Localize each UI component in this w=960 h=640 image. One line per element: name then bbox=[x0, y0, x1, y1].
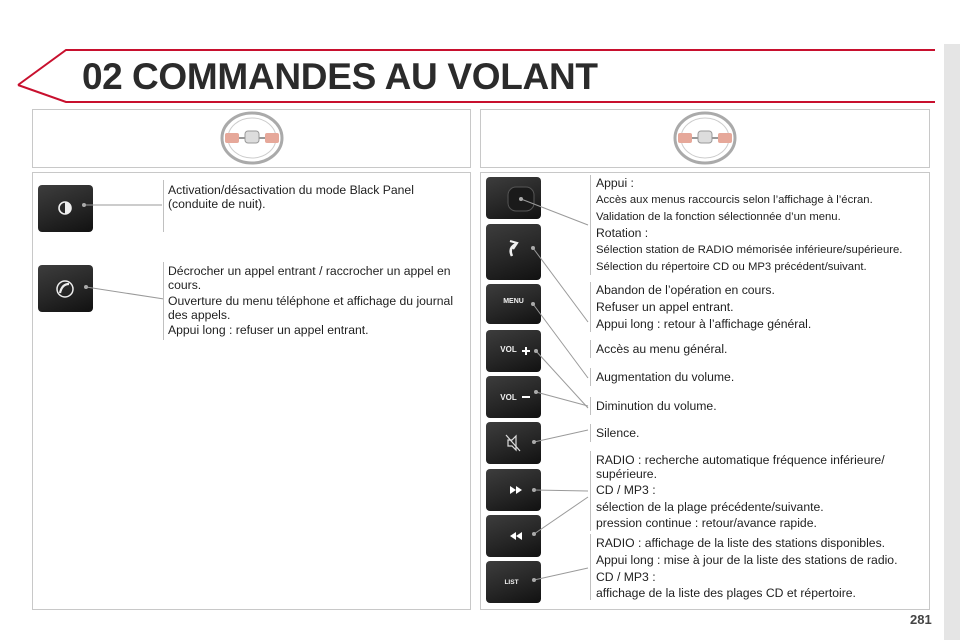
text-divider bbox=[590, 340, 591, 358]
back-desc-2: Refuser un appel entrant. bbox=[596, 300, 734, 314]
vol-minus-label: VOL bbox=[500, 393, 517, 402]
leader-line bbox=[82, 197, 182, 217]
back-desc-1: Abandon de l’opération en cours. bbox=[596, 283, 775, 297]
chapter-number: 02 bbox=[82, 56, 123, 97]
black-panel-description: Activation/désactivation du mode Black Panel (conduite de nuit). bbox=[168, 183, 414, 211]
knob-desc-4: Rotation : bbox=[596, 226, 649, 240]
back-desc-3: Appui long : retour à l’affichage général. bbox=[596, 317, 812, 331]
seek-desc-3: sélection de la plage précédente/suivante. bbox=[596, 500, 824, 514]
knob-desc-1: Appui : bbox=[596, 176, 634, 190]
page-number: 281 bbox=[910, 612, 932, 627]
menu-desc: Accès au menu général. bbox=[596, 342, 728, 356]
knob-desc-6: Sélection du répertoire CD ou MP3 précédent/suivant. bbox=[596, 261, 867, 273]
seek-desc-4: pression continue : retour/avance rapide. bbox=[596, 516, 817, 530]
seek-desc-2: CD / MP3 : bbox=[596, 483, 656, 497]
list-desc-1: RADIO : affichage de la liste des stations disponibles. bbox=[596, 536, 886, 550]
left-content-panel bbox=[32, 172, 471, 610]
seek-desc-1: RADIO : recherche automatique fréquence inférieure/ supérieure. bbox=[596, 453, 885, 481]
steering-wheel-icon bbox=[670, 111, 740, 165]
text-divider bbox=[163, 262, 164, 340]
page-title: COMMANDES AU VOLANT bbox=[132, 56, 598, 97]
vol-up-desc: Augmentation du volume. bbox=[596, 370, 735, 384]
vol-plus-label: VOL bbox=[500, 345, 517, 354]
right-wheel-panel bbox=[480, 109, 930, 168]
text-divider bbox=[590, 451, 591, 531]
list-desc-3: CD / MP3 : bbox=[596, 570, 656, 584]
text-divider bbox=[590, 424, 591, 442]
list-desc-2: Appui long : mise à jour de la liste des stations de radio. bbox=[596, 553, 898, 567]
leader-lines bbox=[476, 170, 596, 610]
text-divider bbox=[590, 368, 591, 386]
list-label: LIST bbox=[504, 579, 519, 586]
list-desc-4: affichage de la liste des plages CD et répertoire. bbox=[596, 586, 856, 600]
knob-desc-3: Validation de la fonction sélectionnée d’un menu. bbox=[596, 211, 841, 223]
steering-wheel-icon bbox=[217, 111, 287, 165]
text-divider bbox=[590, 397, 591, 415]
menu-label: MENU bbox=[503, 298, 524, 305]
text-divider bbox=[590, 175, 591, 275]
left-wheel-panel bbox=[32, 109, 471, 168]
side-tab-bar bbox=[944, 44, 960, 640]
phone-description-3: Appui long : refuser un appel entrant. bbox=[168, 323, 369, 337]
knob-desc-2: Accès aux menus raccourcis selon l’affichage à l’écran. bbox=[596, 194, 873, 206]
phone-description-2: Ouverture du menu téléphone et affichage du journal des appels. bbox=[168, 294, 454, 322]
text-divider bbox=[163, 180, 164, 232]
text-divider bbox=[590, 534, 591, 600]
mute-desc: Silence. bbox=[596, 426, 640, 440]
knob-desc-5: Sélection station de RADIO mémorisée inférieure/supérieure. bbox=[596, 244, 903, 256]
text-divider bbox=[590, 282, 591, 332]
phone-description-1: Décrocher un appel entrant / raccrocher un appel en cours. bbox=[168, 264, 451, 292]
vol-down-desc: Diminution du volume. bbox=[596, 399, 717, 413]
